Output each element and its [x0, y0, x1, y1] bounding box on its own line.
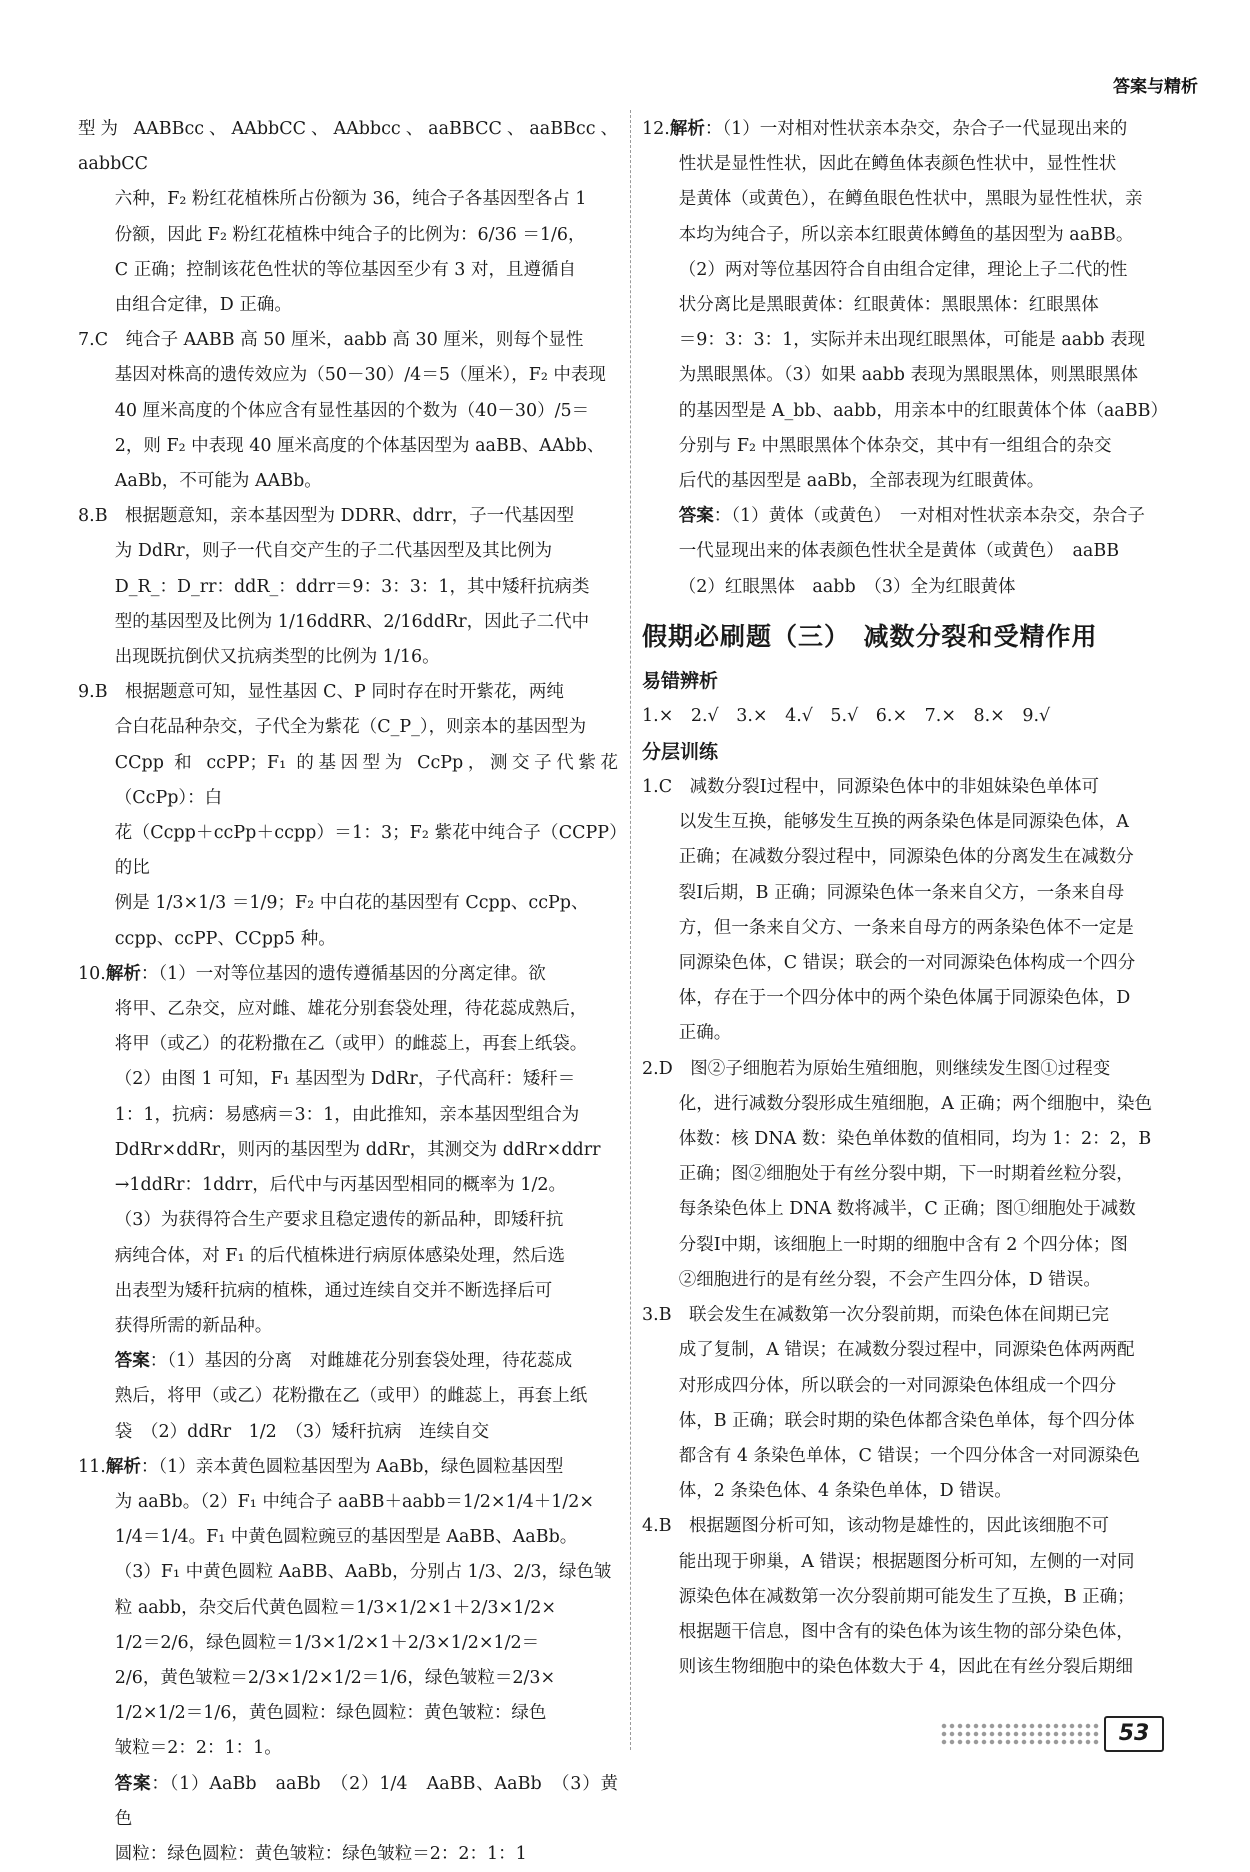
text-line: 9.B 根据题意可知，显性基因 C、P 同时存在时开紫花，两纯	[78, 682, 564, 703]
text-line: 每条染色体上 DNA 数将减半，C 正确；图①细胞处于减数	[678, 1199, 1136, 1220]
text-line: 体，B 正确；联会时期的染色体都含染色单体，每个四分体	[678, 1410, 1135, 1431]
text-line: 以发生互换，能够发生互换的两条染色体是同源染色体，A	[678, 812, 1129, 833]
question-number: 12.	[642, 119, 670, 139]
left-column	[78, 112, 618, 1872]
text-line: DdRr×ddRr，则丙的基因型为 ddRr，其测交为 ddRr×ddrr	[114, 1139, 601, 1160]
right-column	[642, 112, 1172, 1685]
text-line: 是黄体（或黄色），在鳟鱼眼色性状中，黑眼为显性性状，亲	[678, 189, 1143, 210]
text-line: 1：1，抗病：易感病＝3：1，由此推知，亲本基因型组合为	[114, 1104, 580, 1125]
analysis-label: 解析	[669, 119, 705, 139]
text-line: 袋 （2）ddRr 1/2 （3）矮秆抗病 连续自交	[114, 1421, 490, 1442]
text-line: 熟后，将甲（或乙）花粉撒在乙（或甲）的雌蕊上，再套上纸	[114, 1386, 588, 1407]
answer-label: 答案	[114, 1773, 152, 1794]
text-line: 正确；在减数分裂过程中，同源染色体的分离发生在减数分	[678, 847, 1134, 868]
text-line: 能出现于卵巢，A 错误；根据题图分析可知，左侧的一对同	[678, 1551, 1135, 1572]
text-line: （2）两对等位基因符合自由组合定律，理论上子二代的性	[678, 259, 1128, 280]
text-line: ：（1）一对相对性状亲本杂交，杂合子一代显现出来的	[704, 119, 1128, 139]
text-line: 份额，因此 F₂ 粉红花植株中纯合子的比例为：6/36 ＝1/6，	[114, 224, 586, 245]
text-line: 2.D 图②子细胞若为原始生殖细胞，则继续发生图①过程变	[642, 1058, 1111, 1079]
text-line: ：（1）AaBb aaBb （2）1/4 AaBB、AaBb （3）黄色	[114, 1773, 618, 1829]
text-line: 1/2×1/2＝1/6，黄色圆粒：绿色圆粒：黄色皱粒：绿色	[114, 1703, 547, 1724]
text-line: 分裂Ⅰ中期，该细胞上一时期的细胞中含有 2 个四分体；图	[678, 1234, 1128, 1255]
analysis-label: 解析	[105, 1456, 141, 1477]
column-divider	[630, 110, 631, 1750]
text-line: AaBb，不可能为 AABb。	[114, 471, 322, 492]
text-line: 为 DdRr，则子一代自交产生的子二代基因型及其比例为	[114, 541, 553, 562]
text-line: 化，进行减数分裂形成生殖细胞，A 正确；两个细胞中，染色	[678, 1093, 1152, 1114]
text-line: 粒 aabb，杂交后代黄色圆粒＝1/3×1/2×1＋2/3×1/2×	[114, 1597, 557, 1618]
text-line: 病纯合体，对 F₁ 的后代植株进行病原体感染处理，然后选	[114, 1245, 566, 1266]
text-line: 都含有 4 条染色单体，C 错误；一个四分体含一对同源染色	[678, 1445, 1140, 1466]
text-line: D_R_：D_rr：ddR_：ddrr＝9：3：3：1，其中矮秆抗病类	[114, 576, 590, 597]
section-title: 假期必刷题（三） 减数分裂和受精作用	[642, 621, 1098, 651]
text-line: 正确。	[678, 1023, 732, 1044]
text-line: 根据题干信息，图中含有的染色体为该生物的部分染色体，	[678, 1621, 1134, 1642]
answer-12	[642, 112, 1172, 605]
text-line: 体数：核 DNA 数：染色单体数的值相同，均为 1：2：2，B	[678, 1129, 1152, 1150]
text-line: 获得所需的新品种。	[114, 1315, 273, 1336]
answer-4	[642, 1509, 1172, 1685]
text-line: ＝9：3：3：1，实际并未出现红眼黑体，可能是 aabb 表现	[678, 330, 1146, 351]
text-line: ：（1）基因的分离 对雌雄花分别套袋处理，待花蕊成	[149, 1351, 573, 1372]
text-line: ：（1）一对等位基因的遗传遵循基因的分离定律。欲	[140, 963, 546, 984]
text-line: 后代的基因型是 aaBb，全部表现为红眼黄体。	[678, 471, 1045, 492]
answer-11	[78, 1450, 618, 1872]
text-line: 将甲（或乙）的花粉撒在乙（或甲）的雌蕊上，再套上纸袋。	[114, 1034, 588, 1055]
text-line: 7.C 纯合子 AABB 高 50 厘米，aabb 高 30 厘米，则每个显性	[78, 330, 584, 351]
subsection-title-tiered-training: 分层训练	[642, 741, 719, 764]
text-line: 1.C 减数分裂Ⅰ过程中，同源染色体中的非姐妹染色单体可	[642, 777, 1099, 798]
text-line: ：（1）黄体（或黄色） 一对相对性状亲本杂交，杂合子	[713, 506, 1145, 527]
text-line: CCpp 和 ccPP；F₁ 的基因型为 CcPp，测交子代紫花（CcPp）：白	[114, 752, 618, 808]
text-line: 皱粒＝2：2：1：1。	[114, 1738, 282, 1759]
text-line: 花（Ccpp＋ccPp＋ccpp）＝1：3；F₂ 紫花中纯合子（CCPP）的比	[114, 823, 618, 879]
text-line: 方，但一条来自父方、一条来自母方的两条染色体不一定是	[678, 917, 1134, 938]
text-line: 体，2 条染色体、4 条染色单体，D 错误。	[678, 1481, 1012, 1502]
text-line: 体，存在于一个四分体中的两个染色体属于同源染色体，D	[678, 988, 1131, 1009]
text-line: 2/6，黄色皱粒＝2/3×1/2×1/2＝1/6，绿色皱粒＝2/3×	[114, 1667, 556, 1688]
answer-3	[642, 1298, 1172, 1509]
text-line: 出表型为矮秆抗病的植株，通过连续自交并不断选择后可	[114, 1280, 553, 1301]
text-line: 3.B 联会发生在减数第一次分裂前期，而染色体在间期已完	[642, 1305, 1110, 1326]
text-line: （2）由图 1 可知，F₁ 基因型为 DdRr，子代高秆：矮秆＝	[114, 1069, 576, 1090]
question-number: 10.	[78, 963, 106, 984]
text-line: 1/4＝1/4。F₁ 中黄色圆粒豌豆的基因型是 AaBB、AaBb。	[114, 1527, 578, 1548]
question-number: 11.	[78, 1456, 106, 1477]
text-line: 本均为纯合子，所以亲本红眼黄体鳟鱼的基因型为 aaBB。	[678, 224, 1134, 245]
answer-6-continuation	[78, 112, 618, 323]
answer-1	[642, 770, 1172, 1052]
answer-label: 答案	[114, 1351, 150, 1372]
text-line: 型的基因型及比例为 1/16ddRR、2/16ddRr，因此子二代中	[114, 611, 590, 632]
text-line: 性状是显性性状，因此在鳟鱼体表颜色性状中，显性性状	[678, 154, 1117, 175]
text-line: （3）为获得符合生产要求且稳定遗传的新品种，即矮秆抗	[114, 1210, 564, 1231]
text-line: 40 厘米高度的个体应含有显性基因的个数为（40－30）/5＝	[114, 400, 590, 421]
text-line: 2，则 F₂ 中表现 40 厘米高度的个体基因型为 aaBB、AAbb、	[114, 435, 605, 456]
text-line: （3）F₁ 中黄色圆粒 AaBB、AaBb，分别占 1/3、2/3，绿色皱	[114, 1562, 612, 1583]
text-line: 源染色体在减数第一次分裂前期可能发生了互换，B 正确；	[678, 1586, 1135, 1607]
answer-2	[642, 1052, 1172, 1298]
analysis-label: 解析	[105, 963, 141, 984]
text-line: 由组合定律，D 正确。	[114, 295, 292, 316]
subsection-title-error-analysis: 易错辨析	[642, 669, 719, 692]
page-number: 53	[1104, 1716, 1164, 1752]
text-line: （2）红眼黑体 aabb （3）全为红眼黄体	[678, 576, 1016, 597]
text-line: 1/2＝2/6，绿色圆粒＝1/3×1/2×1＋2/3×1/2×1/2＝	[114, 1632, 540, 1653]
text-line: 圆粒：绿色圆粒：黄色皱粒：绿色皱粒＝2：2：1：1	[114, 1843, 527, 1864]
text-line: C 正确；控制该花色性状的等位基因至少有 3 对，且遵循自	[114, 259, 576, 280]
text-line: →1ddRr：1ddrr，后代中与丙基因型相同的概率为 1/2。	[114, 1175, 566, 1196]
answer-label: 答案	[678, 506, 714, 527]
text-line: 同源染色体，C 错误；联会的一对同源染色体构成一个四分	[678, 953, 1136, 974]
text-line: 出现既抗倒伏又抗病类型的比例为 1/16。	[114, 647, 440, 668]
text-line: 正确；图②细胞处于有丝分裂中期，下一时期着丝粒分裂，	[678, 1164, 1134, 1185]
true-false-answers: 1.× 2.√ 3.× 4.√ 5.√ 6.× 7.× 8.× 9.√	[642, 705, 1051, 726]
text-line: 六种，F₂ 粉红花植株所占份额为 36，纯合子各基因型各占 1	[114, 189, 587, 210]
text-line: 状分离比是黑眼黄体：红眼黄体：黑眼黑体：红眼黑体	[678, 295, 1099, 316]
text-line: 8.B 根据题意知，亲本基因型为 DDRR、ddrr，子一代基因型	[78, 506, 575, 527]
text-line: ：（1）亲本黄色圆粒基因型为 AaBb，绿色圆粒基因型	[140, 1456, 564, 1477]
text-line: 的基因型是 A_bb、aabb，用亲本中的红眼黄体个体（aaBB）	[678, 400, 1168, 421]
footer-dot-pattern	[940, 1722, 1100, 1746]
text-line: 分别与 F₂ 中黑眼黑体个体杂交，其中有一组组合的杂交	[678, 435, 1112, 456]
text-line: 为黑眼黑体。（3）如果 aabb 表现为黑眼黑体，则黑眼黑体	[678, 365, 1139, 386]
text-line: 型为 AABBcc、AAbbCC、AAbbcc、aaBBCC、aaBBcc、aabbCC	[78, 119, 618, 175]
page-header-title: 答案与精析	[1113, 77, 1198, 97]
answer-10	[78, 957, 618, 1450]
text-line: 合白花品种杂交，子代全为紫花（C_P_），则亲本的基因型为	[114, 717, 587, 738]
answer-7	[78, 323, 618, 499]
text-line: 将甲、乙杂交，应对雌、雄花分别套袋处理，待花蕊成熟后，	[114, 999, 588, 1020]
answer-9	[78, 675, 618, 957]
answer-8	[78, 499, 618, 675]
text-line: 裂Ⅰ后期，B 正确；同源染色体一条来自父方，一条来自母	[678, 882, 1125, 903]
text-line: 4.B 根据题图分析可知，该动物是雄性的，因此该细胞不可	[642, 1516, 1110, 1537]
text-line: 例是 1/3×1/3 ＝1/9；F₂ 中白花的基因型有 Ccpp、ccPp、	[114, 893, 589, 914]
text-line: 为 aaBb。（2）F₁ 中纯合子 aaBB＋aabb＝1/2×1/4＋1/2×	[114, 1491, 595, 1512]
text-line: 成了复制，A 错误；在减数分裂过程中，同源染色体两两配	[678, 1340, 1135, 1361]
text-line: ②细胞进行的是有丝分裂，不会产生四分体，D 错误。	[678, 1269, 1101, 1290]
text-line: 一代显现出来的体表颜色性状全是黄体（或黄色） aaBB	[678, 541, 1120, 562]
text-line: ccpp、ccPP、CCpp5 种。	[114, 928, 336, 949]
text-line: 基因对株高的遗传效应为（50－30）/4＝5（厘米），F₂ 中表现	[114, 365, 606, 386]
text-line: 对形成四分体，所以联会的一对同源染色体组成一个四分	[678, 1375, 1117, 1396]
text-line: 则该生物细胞中的染色体数大于 4，因此在有丝分裂后期细	[678, 1657, 1133, 1678]
